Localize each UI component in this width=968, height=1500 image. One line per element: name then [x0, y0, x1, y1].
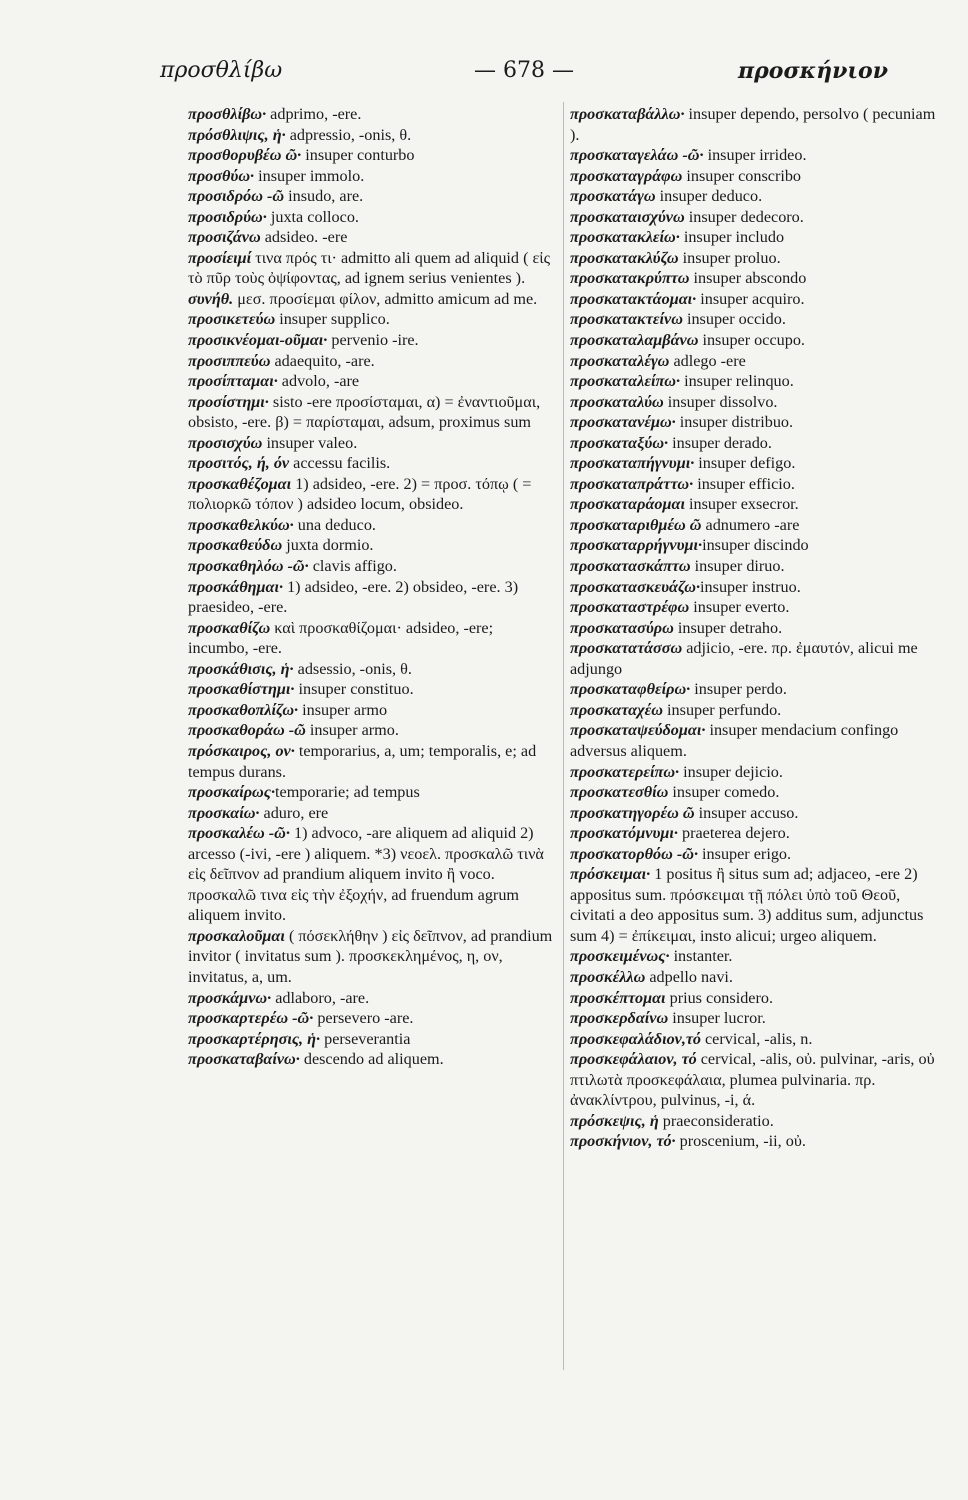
definition: insuper armo [298, 700, 388, 719]
definition: adsessio, -onis, θ. [293, 659, 412, 678]
dictionary-entry [188, 1008, 553, 1029]
definition: insuper dedecoro. [684, 207, 804, 226]
definition: insuper acquiro. [696, 289, 805, 308]
definition: juxta colloco. [266, 207, 359, 226]
definition: adpello navi. [645, 967, 733, 986]
definition: adlego -ere [669, 351, 746, 370]
definition: insuper exsecror. [684, 495, 799, 514]
headword: προσκέπτομαι [570, 988, 666, 1007]
dictionary-entry [570, 679, 940, 700]
dictionary-entry [188, 926, 553, 988]
definition: adnumero -are [701, 515, 800, 534]
headword: προσκαταβαίνω· [188, 1050, 300, 1069]
definition: ( πόσεκλήθην ) εἰς δεῖπνον, ad prandium invitor ( invitatus sum ). προσκεκλημένος, η, ον, invitatus, a, um. [188, 926, 553, 986]
column-divider [563, 102, 564, 1370]
definition: prius considero. [665, 988, 774, 1007]
definition: insuper immolo. [254, 166, 365, 185]
headword: προσίειμί [188, 248, 252, 267]
definition: adlaboro, -are. [271, 988, 370, 1007]
dictionary-entry [188, 741, 553, 782]
headword: προσκαταλείπω· [570, 372, 681, 391]
headword: πρόσθλιψις, ἡ· [188, 125, 286, 144]
dictionary-entry [188, 104, 553, 125]
dictionary-entry [188, 330, 553, 351]
dictionary-entry [570, 988, 940, 1009]
dictionary-entry [188, 720, 553, 741]
definition: insuper instruo. [700, 577, 801, 596]
definition: aduro, ere [259, 803, 329, 822]
definition: 1 positus ἢ situs sum ad; adjaceo, -ere 2) appositus sum. πρόσκειμαι τῇ πόλει ὑπὸ τοῦ Θεοῦ, civitati a deo appositus sum. 3) additus sum, adjunctus sum 4) = ἐπίκειμαι, insto alicui; urgeo aliquem. [570, 865, 924, 945]
dictionary-entry [570, 227, 940, 248]
definition: praeterea dejero. [677, 824, 790, 843]
headword: προσκατασκευάζω· [570, 577, 701, 596]
definition: insuper mendacium confingo adversus aliquem. [570, 721, 899, 760]
definition: insuper deduco. [655, 187, 763, 206]
headword: προσκατερείπω· [570, 762, 680, 781]
definition: insuper comedo. [668, 783, 780, 802]
headword: προσκαταισχύνω [570, 207, 685, 226]
dictionary-entry [188, 659, 553, 680]
headword: προσκαταχέω [570, 700, 663, 719]
definition: insuper dejicio. [679, 762, 783, 781]
dictionary-entry [570, 577, 940, 598]
definition: advolo, -are [277, 372, 360, 391]
dictionary-entry [188, 289, 553, 310]
headword: προσισχύω [188, 433, 263, 452]
dictionary-entry [570, 844, 940, 865]
dictionary-entry [188, 618, 553, 659]
headword: προσκάθισις, ἡ· [188, 659, 294, 678]
right-column [570, 104, 940, 1152]
dictionary-entry [570, 556, 940, 577]
dictionary-entry [570, 289, 940, 310]
definition: 1) adsideo, -ere. 2) = προσ. τόπῳ ( = πολιορκῶ τόπον ) adsideo locum, obsideo. [188, 474, 532, 514]
headword: προσκαρτερέω -ῶ· [188, 1009, 314, 1028]
dictionary-entry [570, 412, 940, 433]
headword: προσκαταγελάω -ῶ· [570, 146, 704, 165]
headword: προσκατορθόω -ῶ· [570, 844, 698, 863]
definition: insuper dissolvo. [663, 392, 778, 411]
dictionary-entry [570, 1111, 940, 1132]
headword: προσκαθεύδω [188, 536, 283, 555]
dictionary-entry [570, 104, 940, 145]
definition: perseverantia [320, 1029, 411, 1048]
dictionary-entry [188, 700, 553, 721]
headword: προσκέλλω [570, 967, 646, 986]
headword: προσκάμνω· [188, 988, 272, 1007]
headword: προσιππεύω [188, 351, 271, 370]
dictionary-entry [570, 618, 940, 639]
dictionary-entry [570, 474, 940, 495]
headword: προσκαταπράττω· [570, 474, 694, 493]
dictionary-entry [188, 782, 553, 803]
definition: una deduco. [293, 515, 376, 534]
dictionary-entry [570, 207, 940, 228]
headword: προσκατακτείνω [570, 310, 683, 329]
headword: προσκαθίστημι· [188, 680, 295, 699]
dictionary-entry [570, 371, 940, 392]
headword: προσκατάγω [570, 187, 656, 206]
headword: προσκαταλύω [570, 392, 664, 411]
dictionary-entry [570, 946, 940, 967]
left-guide-word: προσθλίβω [160, 58, 283, 83]
headword: προσθλίβω· [188, 105, 267, 123]
headword: προσκαταπήγνυμι· [570, 454, 695, 473]
headword: προσκαταφθείρω· [570, 680, 691, 699]
headword: προσκατασκάπτω [570, 557, 691, 576]
definition: persevero -are. [313, 1009, 414, 1028]
dictionary-entry [188, 988, 553, 1009]
definition: τινα πρός τι· admitto ali quem ad aliquid ( εἰς τὸ πῦρ τοὺς ὀψίφοντας, ad ignem serius venientes ). [188, 248, 551, 288]
dictionary-entry [570, 1049, 940, 1111]
headword: πρόσκεψις, ἡ [570, 1111, 659, 1130]
definition: adaequito, -are. [270, 351, 375, 370]
headword: προσιτός, ή, όν [188, 454, 290, 473]
dictionary-entry [570, 309, 940, 330]
dictionary-entry [570, 145, 940, 166]
dictionary-entry [570, 864, 940, 946]
headword: προσκατόμνυμι· [570, 824, 678, 843]
dictionary-entry [570, 1008, 940, 1029]
definition: accessu facilis. [289, 454, 391, 473]
headword: προσκαλέω -ῶ· [188, 824, 290, 843]
dictionary-entry [188, 125, 553, 146]
dictionary-entry [188, 186, 553, 207]
dictionary-entry [570, 700, 940, 721]
dictionary-entry [188, 309, 553, 330]
definition: insuper conscribo [682, 166, 802, 185]
definition: insuper perfundo. [663, 700, 782, 719]
dictionary-entry [570, 782, 940, 803]
dictionary-entry [570, 433, 940, 454]
definition: insuper everto. [689, 598, 790, 617]
headword: προσκαθελκύω· [188, 515, 294, 534]
dictionary-entry [570, 597, 940, 618]
definition: insuper occupo. [698, 331, 805, 350]
dictionary-entry [188, 577, 553, 618]
definition: insuper irrideo. [703, 146, 807, 165]
headword: προσκαίρως· [188, 783, 276, 802]
headword: προσκαταριθμέω ῶ [570, 515, 702, 534]
dictionary-entry [188, 207, 553, 228]
definition: insuper dependo, persolvo ( pecuniam ). [570, 105, 936, 144]
dictionary-entry [188, 351, 553, 372]
headword: προσθύω· [188, 166, 255, 185]
headword: προσκατανέμω· [570, 413, 676, 432]
definition: adsideo. -ere [260, 228, 348, 247]
dictionary-entry [188, 515, 553, 536]
definition: καὶ προσκαθίζομαι· adsideo, -ere; incumbo, -ere. [188, 618, 494, 658]
definition: insuper conturbo [301, 146, 415, 165]
headword: προσκήνιον, τό· [570, 1132, 676, 1151]
page-number: — 678 — [474, 58, 574, 83]
definition: temporarius, a, um; temporalis, e; ad tempus durans. [188, 741, 537, 781]
headword: προσκαταψεύδομαι· [570, 721, 706, 740]
dictionary-entry [570, 823, 940, 844]
headword: προσίστημι· [188, 392, 269, 411]
definition: adpressio, -onis, θ. [285, 125, 412, 144]
definition: insuper relinquo. [680, 372, 794, 391]
definition: insuper accuso. [694, 803, 799, 822]
definition: 1) adsideo, -ere. 2) obsideo, -ere. 3) praesideo, -ere. [188, 577, 519, 617]
definition: clavis affigo. [308, 557, 397, 576]
definition: insuper perdo. [690, 680, 787, 699]
left-column [188, 104, 553, 1070]
definition: μεσ. προσίεμαι φίλον, admitto amicum ad me. [233, 289, 538, 308]
dictionary-entry [188, 166, 553, 187]
headword: προσιδρόω -ῶ [188, 187, 285, 206]
dictionary-entry [570, 1029, 940, 1050]
dictionary-entry [570, 1131, 940, 1152]
dictionary-entry [570, 494, 940, 515]
definition: insuper distribuo. [675, 413, 794, 432]
dictionary-entry [570, 453, 940, 474]
definition: cervical, -alis, οὐ. pulvinar, -aris, οὐ πτιλωτὰ προσκεφάλαια, plumea pulvinaria. πρ. ἀνακλίντρου, pulvinus, -i, ά. [570, 1050, 935, 1110]
headword: προσκατηγορέω ῶ [570, 803, 695, 822]
definition: insuper derado. [668, 433, 772, 452]
headword: προσκατασύρω [570, 618, 674, 637]
headword: προσκαίω· [188, 803, 260, 822]
definition: insuper proluo. [678, 248, 781, 267]
headword: προσκατακλύζω [570, 248, 679, 267]
definition: insuper abscondo [689, 269, 807, 288]
definition: insuper valeo. [262, 433, 358, 452]
definition: insuper erigo. [698, 844, 792, 863]
headword: προσκαλοῦμαι [188, 926, 285, 945]
headword: προσίπταμαι· [188, 372, 278, 391]
dictionary-entry [188, 433, 553, 454]
dictionary-entry [570, 186, 940, 207]
definition: cervical, -alis, n. [700, 1029, 813, 1048]
headword: πρόσκαιρος, ον· [188, 741, 295, 760]
dictionary-entry [570, 351, 940, 372]
headword: συνήθ. [188, 289, 234, 308]
headword: προσκατακτάομαι· [570, 289, 697, 308]
definition: juxta dormio. [282, 536, 374, 555]
dictionary-entry [570, 535, 940, 556]
headword: προσκατεσθίω [570, 783, 669, 802]
dictionary-entry [570, 762, 940, 783]
headword: προσκαθηλόω -ῶ· [188, 557, 309, 576]
definition: insuper occido. [682, 310, 786, 329]
dictionary-entry [570, 268, 940, 289]
dictionary-entry [570, 330, 940, 351]
headword: προσκαταλέγω [570, 351, 670, 370]
definition: proscenium, -ii, οὐ. [675, 1132, 806, 1151]
definition: insuper detraho. [673, 618, 783, 637]
headword: προσκαθίζω [188, 618, 271, 637]
dictionary-entry [188, 1049, 553, 1070]
definition: insuper diruo. [690, 557, 785, 576]
headword: προσκατακλείω· [570, 228, 680, 247]
definition: insuper armo. [305, 721, 399, 740]
headword: προσκατατάσσω [570, 639, 683, 658]
dictionary-entry [188, 392, 553, 433]
headword: προσκατακρύπτω [570, 269, 690, 288]
headword: προσκαταστρέφω [570, 598, 690, 617]
headword: προσιζάνω [188, 228, 261, 247]
right-guide-word: προσκήνιον [738, 58, 888, 84]
definition: instanter. [669, 947, 733, 966]
headword: προσκαταγράφω [570, 166, 683, 185]
dictionary-entry [188, 1029, 553, 1050]
definition: insudo, are. [284, 187, 364, 206]
dictionary-entry [188, 227, 553, 248]
definition: praeconsideratio. [658, 1111, 774, 1130]
running-head [160, 58, 888, 94]
headword: προσκερδαίνω [570, 1009, 669, 1028]
definition: insuper efficio. [693, 474, 795, 493]
headword: προσικνέομαι-οῦμαι· [188, 331, 328, 350]
headword: προσκαρτέρησις, ἡ· [188, 1029, 321, 1048]
dictionary-entry [188, 803, 553, 824]
dictionary-entry [188, 371, 553, 392]
headword: προσκαθέζομαι [188, 474, 292, 493]
definition: pervenio -ire. [327, 331, 419, 350]
definition: insuper constituo. [294, 680, 414, 699]
headword: προσκαταλαμβάνω [570, 331, 699, 350]
definition: 1) advoco, -are aliquem ad aliquid 2) arcesso (-ivi, -ere ) aliquem. *3) νεοελ. προσκαλῶ τινὰ εἰς δεῖπνον ad prandium aliquem invito ἢ voco. προσκαλῶ τινα εἰς τὴν ἐξοχήν, ad fruendum agrum aliquem invito. [188, 824, 544, 925]
dictionary-entry [188, 823, 553, 926]
dictionary-entry [188, 453, 553, 474]
definition: adprimo, -ere. [266, 105, 362, 123]
headword: προσκαταξύω· [570, 433, 669, 452]
dictionary-entry [570, 720, 940, 761]
dictionary-entry [570, 515, 940, 536]
definition: insuper supplico. [275, 310, 390, 329]
dictionary-entry [570, 967, 940, 988]
headword: προσκεφαλάδιον,τό [570, 1029, 701, 1048]
headword: προσικετεύω [188, 310, 276, 329]
headword: προσκειμένως· [570, 947, 670, 966]
definition: sisto -ere προσίσταμαι, α) = ἐναντιοῦμαι, obsisto, -ere. β) = παρίσταμαι, adsum, proximus sum [188, 392, 541, 432]
headword: προσκαταρρήγνυμι· [570, 536, 703, 555]
dictionary-entry [570, 638, 940, 679]
definition: insuper discindo [702, 536, 809, 555]
headword: προσκαταράομαι [570, 495, 685, 514]
headword: προσκάθημαι· [188, 577, 284, 596]
headword: προσιδρύω· [188, 207, 267, 226]
definition: insuper defigo. [694, 454, 796, 473]
dictionary-entry [570, 392, 940, 413]
headword: προσθορυβέω ῶ· [188, 146, 302, 165]
definition: adjicio, -ere. πρ. ἐμαυτόν, alicui me adjungo [570, 639, 918, 678]
definition: insuper includo [679, 228, 785, 247]
headword: προσκαθοπλίζω· [188, 700, 299, 719]
dictionary-entry [188, 248, 553, 289]
dictionary-entry [570, 248, 940, 269]
dictionary-entry [570, 166, 940, 187]
headword: προσκεφάλαιον, τό [570, 1050, 697, 1069]
definition: insuper lucror. [668, 1009, 766, 1028]
definition: descendo ad aliquem. [299, 1050, 444, 1069]
dictionary-entry [570, 803, 940, 824]
dictionary-entry [188, 474, 553, 515]
dictionary-entry [188, 556, 553, 577]
definition: temporarie; ad tempus [275, 783, 420, 802]
dictionary-entry [188, 535, 553, 556]
headword: πρόσκειμαι· [570, 865, 651, 884]
dictionary-entry [188, 679, 553, 700]
headword: προσκαταβάλλω· [570, 105, 685, 123]
headword: προσκαθοράω -ῶ [188, 721, 306, 740]
dictionary-entry [188, 145, 553, 166]
